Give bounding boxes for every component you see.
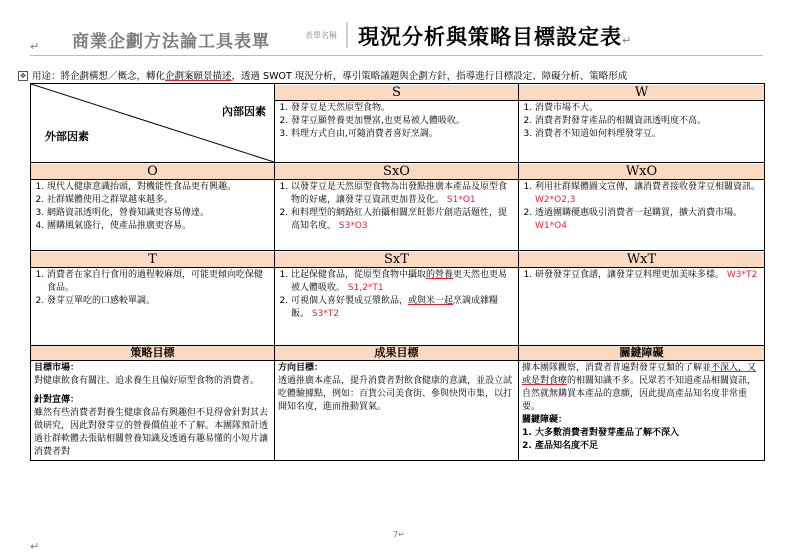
factor-corner-cell (31, 84, 275, 163)
opportunity-item: 1. 現代人健康意識抬頭，對機能性食品更有興趣。 (47, 181, 271, 194)
result-goals-header: 成果目標 (275, 346, 518, 361)
opportunity-item: 2. 社群媒體使用之群眾越來越多。 (47, 194, 271, 207)
target-market-title: 目標市場： (34, 363, 80, 373)
form-brand-title: 商業企劃方法論工具表單 (72, 32, 270, 52)
promotion-text: 雖然有些消費者對養生健康食品有興趣但不見得會針對其去做研究，因此對發芽豆的營養價值並不了解。本團隊預計透過社群軟體去張貼相關營養知識及透過有趣易懂的小短片讓消費者對 (34, 408, 269, 457)
page-number: 7↵ (393, 530, 405, 539)
weaknesses-cell[interactable] (519, 84, 765, 163)
weaknesses-header: W (519, 85, 764, 101)
wo-strategy-item: 2. 透過團購優惠吸引消費者一起購買，擴大消費市場。 W1*O4 (535, 207, 761, 233)
external-factors-label: 外部因素 (45, 130, 89, 143)
purpose-line: 用途：將企劃構想／概念，轉化企劃案願景描述，透過 SWOT 現況分析，導引策略議題與企劃方針，指導進行目標設定、障礙分析、策略形成 (32, 71, 628, 82)
swot-table (30, 83, 765, 461)
wt-header: WxT (519, 252, 764, 268)
internal-factors-label: 內部因素 (222, 105, 266, 118)
strategy-code: W3*T2 (726, 270, 758, 280)
header-divider (346, 22, 348, 48)
so-strategy-cell[interactable] (275, 163, 519, 251)
so-strategy-item: 1. 以發芽豆是天然原型食物為出發點推廣本產品及原型食物的好處，讓發芽豆資訊更加普及化。 S1*O1 (291, 181, 515, 207)
strengths-cell[interactable] (275, 84, 519, 163)
threat-item: 2. 發芽豆單吃的口感較單調。 (47, 295, 271, 308)
strategy-code: S1*O1 (446, 195, 476, 205)
table-move-handle-icon[interactable]: ✥ (18, 71, 28, 81)
strategy-code: S3*T2 (311, 309, 340, 319)
form-name-label: 表單名稱 (305, 31, 337, 40)
wt-strategy-cell[interactable] (519, 251, 765, 346)
strength-item: 1. 發芽豆是天然原型食物。 (291, 102, 515, 115)
direction-goal-title: 方向目標： (278, 363, 324, 373)
st-header: SxT (275, 252, 518, 268)
weakness-item: 2. 消費者對發芽產品的相關資訊透明度不高。 (535, 115, 761, 128)
threat-item: 1. 消費者在家自行食用的過程較麻煩，可能更傾向吃保健食品。 (47, 269, 271, 295)
strength-item: 2. 發芽豆顯營養更加豐富,也更易被人體吸收。 (291, 115, 515, 128)
strengths-header: S (275, 85, 518, 101)
promotion-title: 針對宣傳： (34, 395, 80, 405)
barriers-title: 關鍵障礙： (522, 415, 568, 425)
strategy-code: S1,2*T1 (347, 283, 384, 293)
wo-header: WxO (519, 164, 764, 180)
vision-description-link: 企劃案願景描述 (165, 71, 232, 82)
strategy-goals-cell[interactable] (31, 346, 275, 461)
barrier-item: 1. 大多數消費者對發芽產品了解不深入 (535, 427, 761, 440)
diagonal-divider (31, 84, 274, 162)
opportunity-item: 3. 網路資訊透明化，營養知識更容易傳達。 (47, 207, 271, 220)
target-market-text: 對健康飲食有關注、追求養生且偏好原型食物的消費者。 (34, 376, 260, 386)
key-barriers-header: 關鍵障礙 (519, 346, 764, 361)
opportunities-header: O (31, 164, 274, 180)
paragraph-mark: ↵ (622, 34, 633, 47)
strategy-code: S3*O3 (338, 221, 368, 231)
barriers-intro: 據本團隊觀察，消費者普遍對發芽豆類的了解並不深入，又或是對食療的相關知識不多。民眾若不知道產品相關資訊，自然就無購買本產品的意願，因此提高產品知名度非常重要。 (522, 363, 757, 412)
wo-strategy-item: 1. 利用社群媒體圖文宣傳，讓消費者接收發芽豆相關資訊。 W2*O2,3 (535, 181, 761, 207)
strategy-goals-header: 策略目標 (31, 346, 274, 361)
weakness-item: 3. 消費者不知道如何料理發芽豆。 (535, 128, 761, 141)
so-header: SxO (275, 164, 518, 180)
wo-strategy-cell[interactable] (519, 163, 765, 251)
opportunity-item: 4. 團購風氣盛行，使產品推廣更容易。 (47, 220, 271, 233)
strategy-code: W2*O2,3 (535, 195, 576, 205)
st-strategy-cell[interactable] (275, 251, 519, 346)
strength-item: 3. 料理方式自由,可隨消費者喜好烹調。 (291, 128, 515, 141)
threats-cell[interactable] (31, 251, 275, 346)
page-title: 現況分析與策略目標設定表↵ (358, 24, 633, 49)
key-barriers-cell[interactable] (519, 346, 765, 461)
opportunities-cell[interactable] (31, 163, 275, 251)
paragraph-mark: ↵ (30, 40, 40, 53)
st-strategy-item: 1. 比起保健食品，從原型食物中攝取的營養更天然也更易被人體吸收。 S1,2*T1 (291, 269, 515, 295)
barrier-item: 2. 產品知名度不足 (535, 440, 761, 453)
wt-strategy-item: 1. 研發發芽豆食譜，讓發芽豆料理更加美味多樣。 W3*T2 (535, 269, 761, 282)
paragraph-mark: ↵ (30, 540, 40, 553)
result-goals-cell[interactable] (275, 346, 519, 461)
weakness-item: 1. 消費市場不大。 (535, 102, 761, 115)
strategy-code: W1*O4 (535, 221, 567, 231)
threats-header: T (31, 252, 274, 268)
header-rule (30, 55, 763, 56)
so-strategy-item: 2. 和料理型的網路紅人拍攝相關烹飪影片創造話題性，提高知名度。 S3*O3 (291, 207, 515, 233)
direction-goal-text: 透過推廣本產品，提升消費者對飲食健康的意識，並設立試吃體驗據點，例如：百貨公司美食街、參與快閃市集，以打開知名度，進而推動買氣。 (278, 376, 513, 412)
st-strategy-item: 2. 可視個人喜好製成豆漿飲品，或與米一起烹調成雜糧飯。 S3*T2 (291, 295, 515, 321)
